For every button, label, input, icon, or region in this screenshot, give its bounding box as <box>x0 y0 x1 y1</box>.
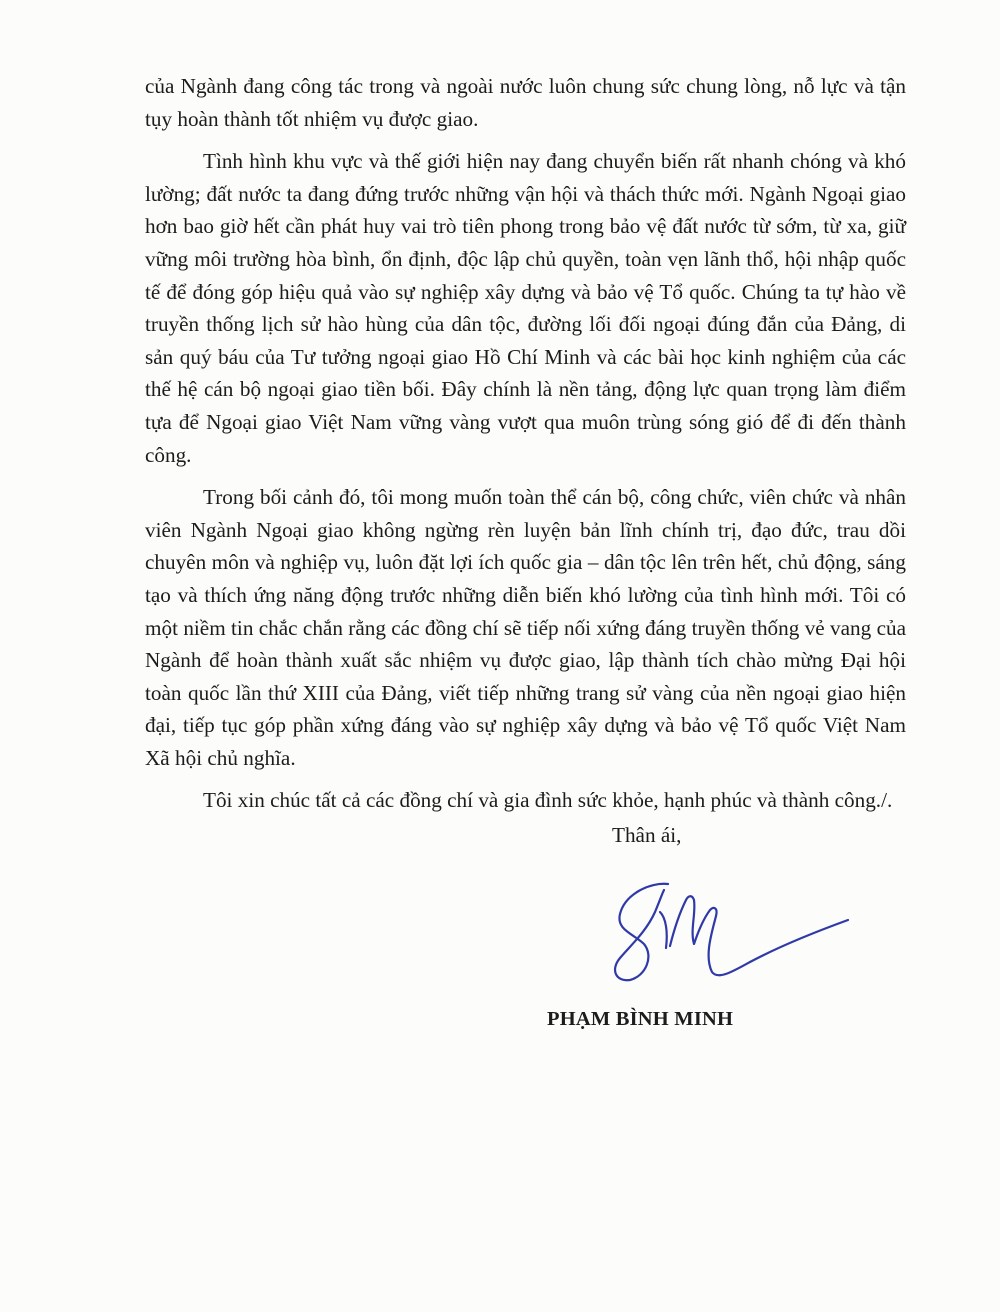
paragraph-expectations: Trong bối cảnh đó, tôi mong muốn toàn thể cán bộ, công chức, viên chức và nhân viên Ngành Ngoại giao không ngừng rèn luyện bản lĩnh chính trị, đạo đức, trau dồi chuyên môn và nghiệp vụ, luôn đặt lợi ích quốc gia – dân tộc lên trên hết, chủ động, sáng tạo và thích ứng năng động trước những diễn biến khó lường của tình hình mới. Tôi có một niềm tin chắc chắn rằng các đồng chí sẽ tiếp nối xứng đáng truyền thống vẻ vang của Ngành để hoàn thành xuất sắc nhiệm vụ được giao, lập thành tích chào mừng Đại hội toàn quốc lần thứ XIII của Đảng, viết tiếp những trang sử vàng của nền ngoại giao hiện đại, tiếp tục góp phần xứng đáng vào sự nghiệp xây dựng và bảo vệ Tổ quốc Việt Nam Xã hội chủ nghĩa. <box>145 485 906 770</box>
signer-name: PHẠM BÌNH MINH <box>547 1008 734 1030</box>
paragraph-wishes: Tôi xin chúc tất cả các đồng chí và gia đình sức khỏe, hạnh phúc và thành công./. <box>203 788 893 813</box>
letter-body <box>145 70 906 827</box>
paragraph-continuation: của Ngành đang công tác trong và ngoài nước luôn chung sức chung lòng, nỗ lực và tận tụy hoàn thành tốt nhiệm vụ được giao. <box>145 74 906 131</box>
handwritten-signature <box>600 872 860 992</box>
paragraph-situation: Tình hình khu vực và thế giới hiện nay đang chuyển biến rất nhanh chóng và khó lường; đất nước ta đang đứng trước những vận hội và thách thức mới. Ngành Ngoại giao hơn bao giờ hết cần phát huy vai trò tiên phong trong bảo vệ đất nước từ sớm, từ xa, giữ vững môi trường hòa bình, ổn định, độc lập chủ quyền, toàn vẹn lãnh thổ, hội nhập quốc tế để đóng góp hiệu quả vào sự nghiệp xây dựng và bảo vệ Tổ quốc. Chúng ta tự hào về truyền thống lịch sử hào hùng của dân tộc, đường lối đối ngoại đúng đắn của Đảng, di sản quý báu của Tư tưởng ngoại giao Hồ Chí Minh và các bài học kinh nghiệm của các thế hệ cán bộ ngoại giao tiền bối. Đây chính là nền tảng, động lực quan trọng làm điểm tựa để Ngoại giao Việt Nam vững vàng vượt qua muôn trùng sóng gió để đi đến thành công. <box>145 149 906 467</box>
closing-salutation: Thân ái, <box>612 823 682 847</box>
